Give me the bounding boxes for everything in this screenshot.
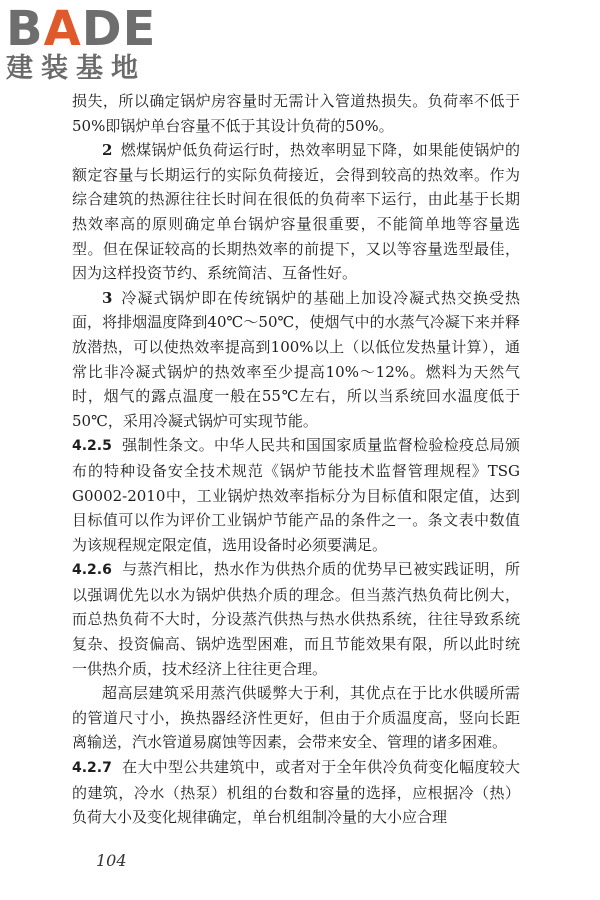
- page-number: 104: [96, 851, 127, 870]
- item-number: 2: [102, 141, 113, 160]
- section-4-2-6: 4.2.6 与蒸汽相比，热水作为供热介质的优势早已被实践证明，所以强调优先以水为锅炉供热介质的理念。但当蒸汽热负荷比例大，而总热负荷不大时，分设蒸汽供热与热水供热系统，往往导致系统复杂、投资偏高、锅炉选型困难，而且节能效果有限，所以此时统一供热介质，技术经济上往往更合理。: [72, 560, 520, 678]
- logo-subtitle: 建装基地: [6, 53, 146, 84]
- paragraph-plain: 超高层建筑采用蒸汽供暖弊大于利，其优点在于比水供暖所需的管道尺寸小，换热器经济性更好，但由于介质温度高，竖向长距离输送，汽水管道易腐蚀等因素，会带来安全、管理的诸多困难。: [72, 684, 520, 752]
- logo-mark: BADE: [6, 1, 157, 57]
- section-number: 4.2.6: [72, 562, 112, 579]
- document-body: [72, 89, 520, 830]
- section-number: 4.2.5: [72, 438, 112, 455]
- paragraph-continuation: 损失，所以确定锅炉房容量时无需计入管道热损失。负荷率不低于50%即锅炉单台容量不低于其设计负荷的50%。: [72, 92, 520, 135]
- paragraph-item-3: 3 冷凝式锅炉即在传统锅炉的基础上加设冷凝式热交换受热面，将排烟温度降到40℃～50℃，使烟气中的水蒸气冷凝下来并释放潜热，可以使热效率提高到100%以上（以低位发热量计算），通常比非冷凝式锅炉的热效率至少提高10%～12%。燃料为天然气时，烟气的露点温度一般在55℃左右，所以当系统回水温度低于50℃，采用冷凝式锅炉可实现节能。: [72, 288, 520, 430]
- section-4-2-7: 4.2.7 在大中型公共建筑中，或者对于全年供冷负荷变化幅度较大的建筑，冷水（热泵）机组的台数和容量的选择，应根据冷（热）负荷大小及变化规律确定，单台机组制冷量的大小应合理: [72, 758, 520, 827]
- bade-logo: [6, 2, 176, 84]
- section-number: 4.2.7: [72, 760, 112, 777]
- section-4-2-5: 4.2.5 强制性条文。中华人民共和国国家质量监督检验检疫总局颁布的特种设备安全技术规范《锅炉节能技术监督管理规程》TSG G0002-2010中，工业锅炉热效率指标分为目标值和限定值，达到目标值可以作为评价工业锅炉节能产品的条件之一。条文表中数值为该规程规定限定值，选用设备时必须要满足。: [72, 436, 520, 554]
- item-number: 3: [102, 288, 113, 307]
- paragraph-item-2: 2 燃煤锅炉低负荷运行时，热效率明显下降，如果能使锅炉的额定容量与长期运行的实际负荷接近，会得到较高的热效率。作为综合建筑的热源往往长时间在很低的负荷率下运行，由此基于长期热效率高的原则确定单台锅炉容量很重要，不能简单地等容量选型。但在保证较高的长期热效率的前提下，又以等容量选型最佳，因为这样投资节约、系统简洁、互备性好。: [72, 141, 520, 283]
